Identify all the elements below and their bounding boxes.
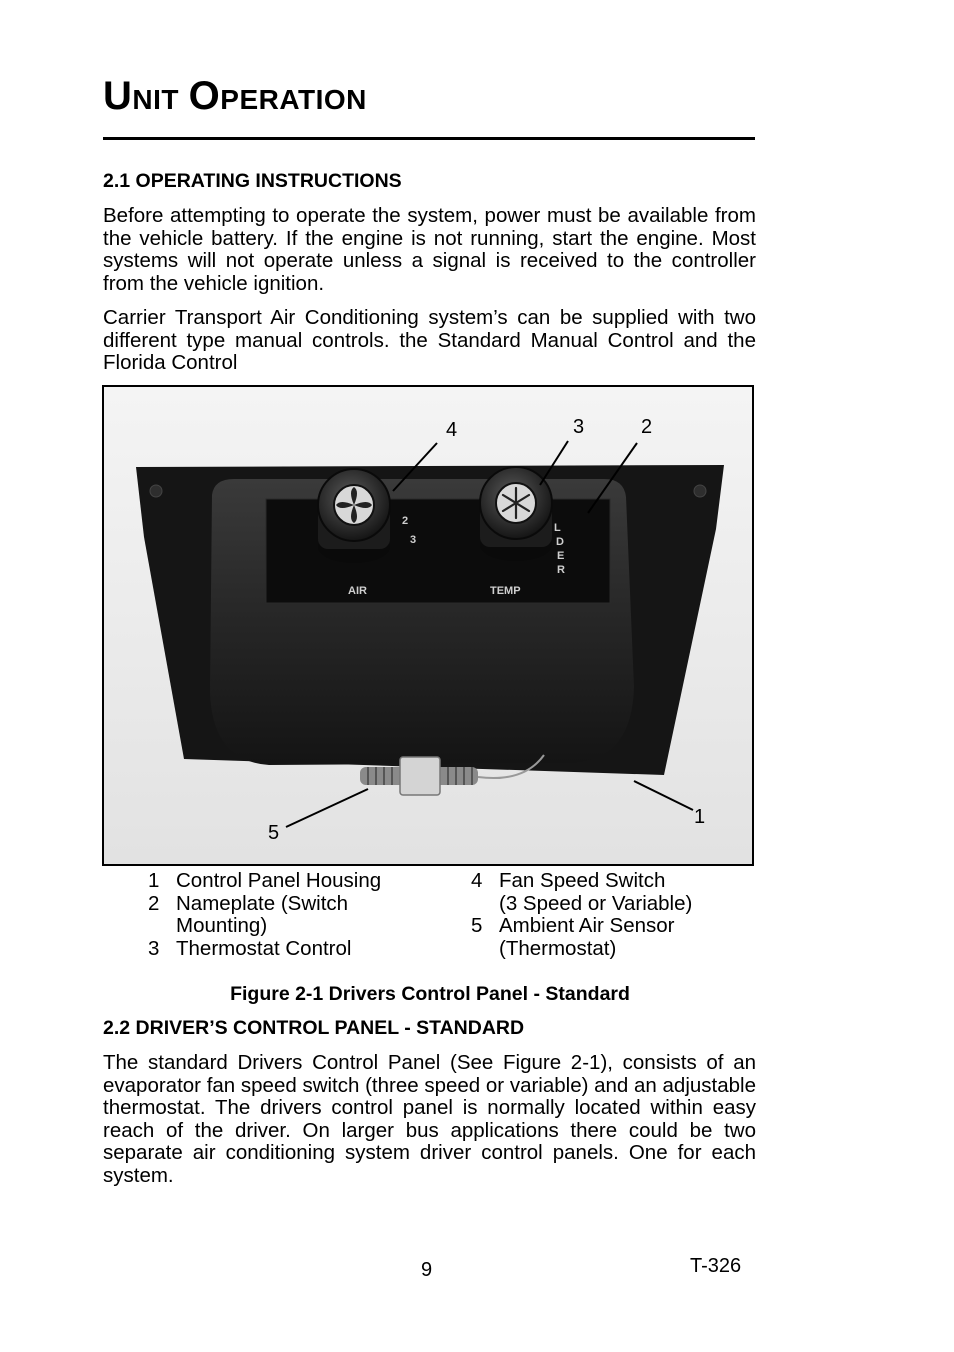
panel-label-speed-2: 2	[402, 515, 409, 527]
panel-label-air: AIR	[348, 585, 367, 597]
title-rule	[103, 137, 755, 140]
legend-text: Thermostat Control	[176, 936, 352, 960]
legend-text: Nameplate (Switch	[176, 891, 349, 915]
legend-text: (Thermostat)	[499, 936, 617, 960]
chapter-title	[103, 76, 367, 116]
figure-caption: Figure 2-1 Drivers Control Panel - Standard	[230, 983, 630, 1005]
figure-photo	[102, 385, 754, 866]
legend-number: 4	[471, 869, 483, 892]
section-2-2-heading: 2.2 DRIVER’S CONTROL PANEL - STANDARD	[103, 1017, 525, 1039]
chapter-title-initial-1: U	[103, 74, 133, 118]
control-panel-illustration	[104, 387, 752, 864]
legend-text: (3 Speed or Variable)	[499, 891, 693, 915]
section-2-1-paragraph-1: Before attempting to operate the system, power must be available from the vehicle battery. If the engine is not running, start the engine. Most systems will not operate unless a signal is received to the controller from the vehicle ignition.	[103, 204, 756, 295]
callout-4: 4	[446, 419, 458, 441]
document-number: T-326	[690, 1255, 742, 1277]
page-number: 9	[421, 1259, 433, 1281]
figure-legend-right	[471, 870, 751, 962]
panel-label-letter-d: D	[556, 536, 564, 548]
callout-5: 5	[268, 822, 280, 844]
panel-label-letter-e: E	[557, 550, 565, 562]
legend-text: Mounting)	[176, 914, 268, 937]
fan-speed-knob	[318, 469, 390, 563]
legend-number: 2	[148, 891, 160, 915]
legend-text: Control Panel Housing	[176, 869, 382, 892]
chapter-title-rest-1: NIT	[132, 84, 179, 115]
callout-3: 3	[573, 416, 585, 438]
section-2-1-heading: 2.1 OPERATING INSTRUCTIONS	[103, 170, 402, 192]
callout-2: 2	[641, 416, 653, 438]
legend-text: Fan Speed Switch	[499, 869, 666, 892]
legend-number: 1	[148, 869, 160, 892]
chapter-title-rest-2: PERATION	[220, 84, 367, 115]
panel-label-temp: TEMP	[490, 585, 521, 597]
section-2-2-paragraph: The standard Drivers Control Panel (See Figure 2-1), consists of an evaporator fan speed switch (three speed or variable) and an adjustable thermostat. The drivers control panel is normally located within easy reach of the driver. On larger bus applications there could be two separate air conditioning system driver control panels. One for each system.	[103, 1051, 756, 1187]
figure-legend-left	[148, 870, 468, 962]
section-2-1-paragraph-2: Carrier Transport Air Conditioning system’s can be supplied with two different type manual controls. the Standard Manual Control and the Florida Control	[103, 306, 756, 374]
thermostat-knob	[480, 467, 552, 561]
callout-1: 1	[694, 806, 706, 828]
legend-text: Ambient Air Sensor	[499, 914, 675, 937]
panel-label-letter-l: L	[554, 522, 561, 534]
legend-number: 3	[148, 936, 160, 960]
chapter-title-initial-2: O	[188, 74, 221, 118]
panel-label-speed-3: 3	[410, 534, 417, 546]
legend-number: 5	[471, 914, 483, 937]
panel-label-letter-r: R	[557, 564, 565, 576]
